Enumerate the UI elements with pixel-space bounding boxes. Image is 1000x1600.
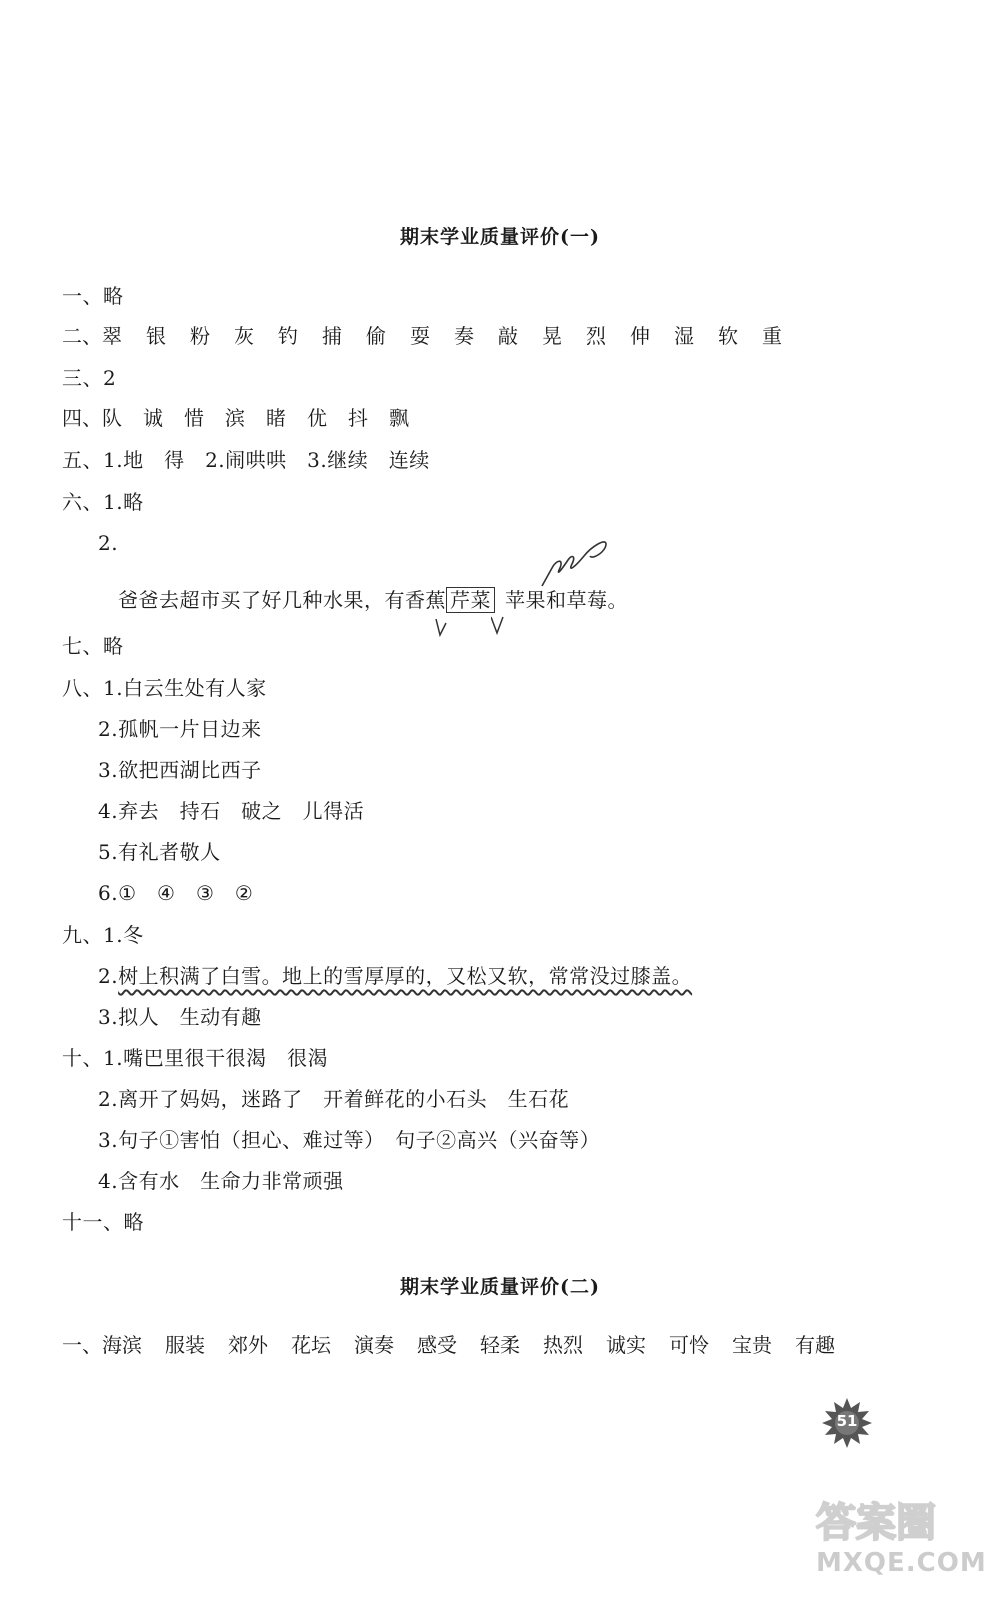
answer-char: 飘: [389, 406, 409, 430]
answer-8-5: 5.有礼者敬人: [98, 840, 221, 864]
answer-char: 队: [102, 406, 122, 430]
answer-char: 粉: [190, 324, 210, 348]
answer-9-2-label: 2.: [98, 964, 119, 988]
answer-7: 七、略: [62, 634, 124, 658]
answer-char: 耍: [410, 324, 430, 348]
sentence-part-a: 爸爸去超市买了好几种水果，有香蕉: [118, 588, 446, 612]
answer-word: 有趣: [795, 1333, 835, 1357]
answer-char: 湿: [674, 324, 694, 348]
answer-char: 银: [146, 324, 166, 348]
answer-2-prefix: 二、: [62, 324, 102, 348]
answer-char: 奏: [454, 324, 474, 348]
answer-word: 热烈: [543, 1333, 583, 1357]
answer-9-1: 九、1.冬: [62, 923, 144, 947]
answer-word: 演奏: [354, 1333, 394, 1357]
answer-10-4: 4.含有水 生命力非常顽强: [98, 1169, 344, 1193]
answer-char: 晃: [542, 324, 562, 348]
answer-word: 服装: [165, 1333, 205, 1357]
answer-word: 花坛: [291, 1333, 331, 1357]
section2-answer-1: [62, 1333, 858, 1357]
answer-word: 郊外: [228, 1333, 268, 1357]
insert-caret-icon: [434, 617, 448, 641]
answer-3: 三、2: [62, 366, 117, 390]
answer-6-sentence: [118, 588, 628, 612]
answer-9-3: 3.拟人 生动有趣: [98, 1005, 262, 1029]
answer-8-4: 4.弃去 持石 破之 儿得活: [98, 799, 365, 823]
answer-word: 轻柔: [480, 1333, 520, 1357]
watermark-url: MXQE.COM: [816, 1548, 987, 1578]
answer-char: 烈: [586, 324, 606, 348]
answer-8-1: 八、1.白云生处有人家: [62, 676, 267, 700]
answer-char: 惜: [184, 406, 204, 430]
answer-char: 捕: [322, 324, 342, 348]
answer-4-chars: [102, 406, 430, 430]
page-number: 51: [836, 1412, 858, 1430]
answer-word: 海滨: [102, 1333, 142, 1357]
answer-word: 感受: [417, 1333, 457, 1357]
answer-2-chars: [102, 324, 806, 348]
answer-char: 重: [762, 324, 782, 348]
watermark-cn: 答案圈: [816, 1500, 936, 1546]
answer-char: 诚: [143, 406, 163, 430]
answer-char: 敲: [498, 324, 518, 348]
answer-11: 十一、略: [62, 1210, 144, 1234]
answer-4: [62, 406, 430, 430]
answer-char: 偷: [366, 324, 386, 348]
answer-6-2-label: 2.: [98, 531, 119, 555]
answer-8-3: 3.欲把西湖比西子: [98, 758, 262, 782]
answer-char: 滨: [225, 406, 245, 430]
answer-10-1: 十、1.嘴巴里很干很渴 很渴: [62, 1046, 329, 1070]
answer-char: 软: [718, 324, 738, 348]
answer-word: 诚实: [606, 1333, 646, 1357]
sentence-part-b: 苹果和草莓。: [505, 588, 628, 612]
answer-8-2: 2.孤帆一片日边来: [98, 717, 262, 741]
answer-9-2: [98, 964, 692, 988]
deletion-mark-icon: [530, 530, 620, 590]
answer-4-prefix: 四、: [62, 406, 102, 430]
wavy-underlined-sentence: 树上积满了白雪。地上的雪厚厚的，又松又软，常常没过膝盖。: [118, 964, 693, 988]
answer-char: 睹: [266, 406, 286, 430]
page-number-badge: [822, 1398, 872, 1448]
answer-2: [62, 324, 806, 348]
answer-char: 钓: [278, 324, 298, 348]
section2-answer-1-prefix: 一、: [62, 1333, 102, 1357]
answer-word: 宝贵: [732, 1333, 772, 1357]
answer-char: 抖: [348, 406, 368, 430]
section-title-1: 期末学业质量评价(一): [400, 226, 600, 248]
answer-char: 伸: [630, 324, 650, 348]
answer-char: 优: [307, 406, 327, 430]
answer-char: 翠: [102, 324, 122, 348]
answer-word: 可怜: [669, 1333, 709, 1357]
answer-1: 一、略: [62, 284, 124, 308]
answer-5: 五、1.地 得 2.闹哄哄 3.继续 连续: [62, 448, 430, 472]
section2-answer-1-words: [102, 1333, 858, 1357]
answer-char: 灰: [234, 324, 254, 348]
section-title-2: 期末学业质量评价(二): [400, 1276, 600, 1298]
answer-10-2: 2.离开了妈妈，迷路了 开着鲜花的小石头 生石花: [98, 1087, 570, 1111]
boxed-word: 芹菜: [446, 587, 495, 613]
answer-10-3: 3.句子①害怕（担心、难过等） 句子②高兴（兴奋等）: [98, 1128, 601, 1152]
caret-icon: [491, 615, 505, 639]
answer-8-6: 6.① ④ ③ ②: [98, 881, 254, 905]
answer-6-1: 六、1.略: [62, 490, 144, 514]
